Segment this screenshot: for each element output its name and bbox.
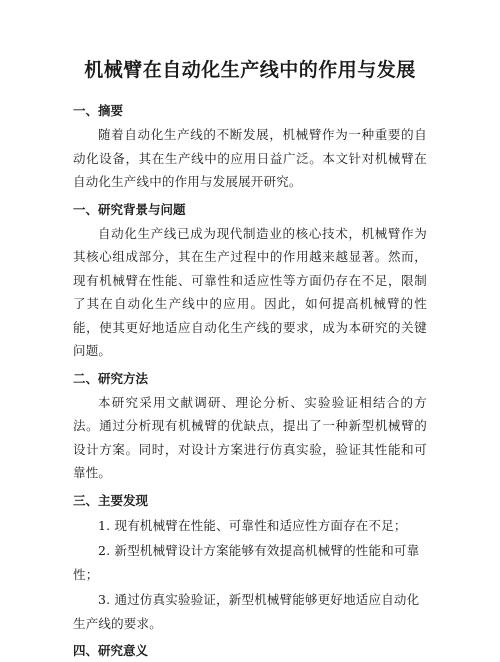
methods-paragraph: 本研究采用文献调研、理论分析、实验验证相结合的方法。通过分析现有机械臂的优缺点，提出了一种新型机械臂的设计方案。同时，对设计方案进行仿真实验，验证其性能和可靠性。 bbox=[73, 394, 427, 480]
document-title: 机械臂在自动化生产线中的作用与发展 bbox=[84, 59, 416, 81]
background-paragraph: 自动化生产线已成为现代制造业的核心技术，机械臂作为其核心组成部分，其在生产过程中的作用越来越显著。然而，现有机械臂在性能、可靠性和适应性等方面仍存在不足，限制了其在自动化生产线中的应用。因此，如何提高机械臂的性能，使其更好地适应自动化生产线的要求，成为本研究的关键问题。 bbox=[73, 225, 427, 358]
section-heading-methods: 二、研究方法 bbox=[73, 370, 149, 386]
section-heading-abstract: 一、摘要 bbox=[73, 103, 124, 118]
abstract-paragraph: 随着自动化生产线的不断发展，机械臂作为一种重要的自动化设备，其在生产线中的应用日益广泛。本文针对机械臂在自动化生产线中的作用与发展展开研究。 bbox=[73, 127, 427, 189]
section-heading-findings: 三、主要发现 bbox=[73, 492, 149, 508]
finding-item-2: 2. 新型机械臂设计方案能够有效提高机械臂的性能和可靠性； bbox=[73, 543, 420, 582]
finding-item-1: 1. 现有机械臂在性能、可靠性和适应性方面存在不足； bbox=[98, 517, 407, 533]
finding-item-3: 3. 通过仿真实验验证，新型机械臂能够更好地适应自动化生产线的要求。 bbox=[73, 592, 420, 631]
section-heading-background: 一、研究背景与问题 bbox=[73, 201, 186, 217]
section-heading-significance: 四、研究意义 bbox=[73, 643, 149, 658]
